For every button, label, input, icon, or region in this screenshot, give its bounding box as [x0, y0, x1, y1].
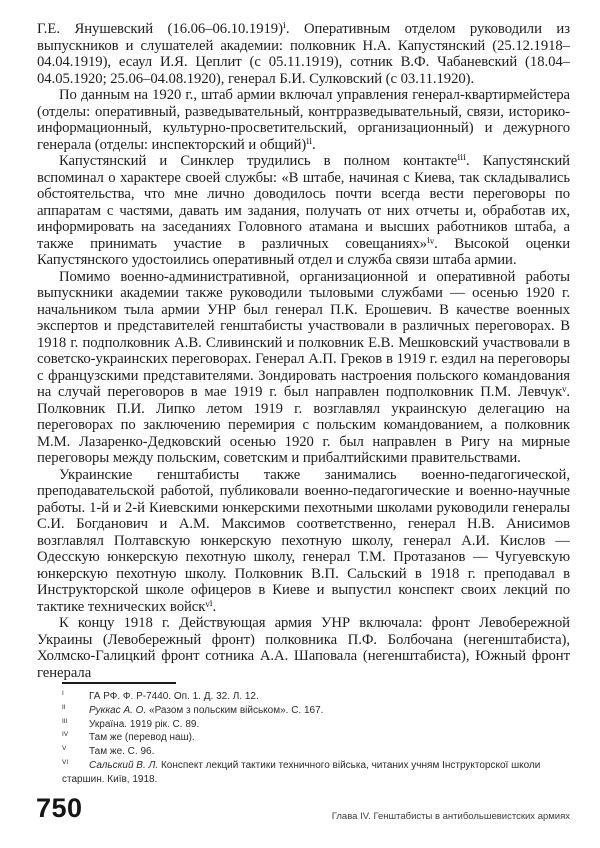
- footnotes-section: [62, 682, 570, 787]
- paragraph-5: Украинские генштабисты также занимались военно-педагогической, преподавательской работой, публиковали военно-педагогические и военно-научные работы. 1-й и 2-й Киевскими юнкерскими пехотными школами руководили генералы С.И. Богданович и А.М. Максимов соответственно, генерал Н.В. Анисимов возглавлял Полтавскую юнкерскую пехотную школу, генерал А.И. Кислов — Одесскую юнкерскую пехотную школу, генерал Т.М. Протазанов — Чугуевскую юнкерскую пехотную школу. Полковник В.П. Сальский в 1918 г. преподавал в Инструкторской школе офицеров в Киеве и выпустил конспект своих лекций по тактике технических войскᵛⁱ.: [37, 466, 570, 615]
- footnote-separator: [62, 682, 176, 684]
- footnote-text-6: Конспект лекций тактики техничного війська, читаних учням Інструкторскої школи старшин. Київ, 1918.: [62, 759, 541, 785]
- footnote-marker-1: I: [62, 690, 64, 697]
- footnote-5: [62, 745, 570, 759]
- footnote-1: [62, 690, 570, 704]
- footnote-marker-2: II: [62, 703, 66, 711]
- footnote-text-1: ГА РФ. Ф. Р-7440. Оп. 1. Д. 32. Л. 12.: [89, 691, 259, 702]
- footnote-text-4: Там же (перевод наш).: [89, 732, 195, 744]
- footnote-6: [62, 759, 570, 787]
- paragraph-4: Помимо военно-административной, организационной и оперативной работы выпускники академии также руководили тыловыми службами — осенью 1920 г. начальником тыла армии УНР был генерал П.К. Ерошевич. В качестве военных экспертов и представителей генштабисты участвовали в различных переговорах. В 1918 г. подполковник А.В. Сливинский и полковник Е.В. Мешковский участвовали в советско-украинских переговорах. Генерал А.П. Греков в 1919 г. ездил на переговоры с французскими представителями. Зондировать настроения польского командования на случай переговоров в мае 1919 г. был направлен подполковник П.М. Левчукᵛ. Полковник П.И. Липко летом 1919 г. возглавлял украинскую делегацию на переговорах по заключению перемирия с польским командованием, а полковник М.М. Лазаренко-Дедковский осенью 1920 г. был направлен в Ригу на мирные переговоры между польским, советским и прибалтийскими правительствами.: [37, 268, 570, 466]
- paragraph-2: По данным на 1920 г., штаб армии включал управления генерал-квартирмейстера (отделы: оперативный, разведывательный, контрразведывательный, связи, историко-информационный, культурно-просветительский, организационный) и дежурного генерала (отделы: инспекторский и общий)ⁱⁱ.: [37, 87, 570, 153]
- footnote-text-3: Україна. 1919 рік. С. 89.: [89, 718, 200, 730]
- footnote-author-2: Руккас А. О.: [89, 704, 150, 716]
- footnote-4: [62, 731, 570, 745]
- footnote-text-2: «Разом з польским військом». С. 167.: [149, 704, 324, 716]
- footnote-text-5: Там же. С. 96.: [89, 746, 155, 758]
- footnote-marker-4: IV: [62, 731, 69, 739]
- footnote-3: [62, 718, 570, 732]
- paragraph-1: Г.Е. Янушевский (16.06–06.10.1919)ⁱ. Оперативным отделом руководили из выпускников и слушателей академии: полковник Н.А. Капустянский (25.12.1918–04.04.1919), есаул И.Я. Цеплит (с 05.11.1919), сотник В.Ф. Чабаневский (18.04–04.05.1920; 25.06–04.08.1920), генерал Б.И. Сулковский (с 03.11.1920).: [37, 21, 570, 87]
- footnote-marker-5: V: [62, 745, 67, 753]
- paragraph-3: Капустянский и Синклер трудились в полном контактеⁱⁱⁱ. Капустянский вспоминал о характере своей службы: «В штабе, начиная с Киева, так складывались обстоятельства, что мне лично доводилось почти всегда вести переговоры по аппаратам с частями, давать им задания, получать от них отчеты и, обработав их, информировать на заседаниях Головного атамана и высших работников штаба, а также принимать участие в различных совещаниях»ⁱᵛ. Высокой оценки Капустянского удостоились оперативный отдел и служба связи штаба армии.: [37, 153, 570, 268]
- page-number: 750: [36, 793, 83, 823]
- footnote-author-6: Сальский В. Л.: [89, 759, 161, 771]
- paragraph-6: К концу 1918 г. Действующая армия УНР включала: фронт Левобережной Украины (Левобережный фронт) полковника П.Ф. Болбочана (негенштабиста), Холмско-Галицкий фронт сотника А.А. Шаповала (негенштабиста), Южный фронт генерала: [37, 615, 570, 681]
- footnote-2: [62, 704, 570, 718]
- footnote-marker-6: VI: [62, 758, 69, 766]
- footnote-marker-3: III: [62, 717, 68, 725]
- main-text-block: [37, 21, 570, 681]
- running-footer-title: Глава IV. Генштабисты в антибольшевистских армиях: [331, 811, 570, 822]
